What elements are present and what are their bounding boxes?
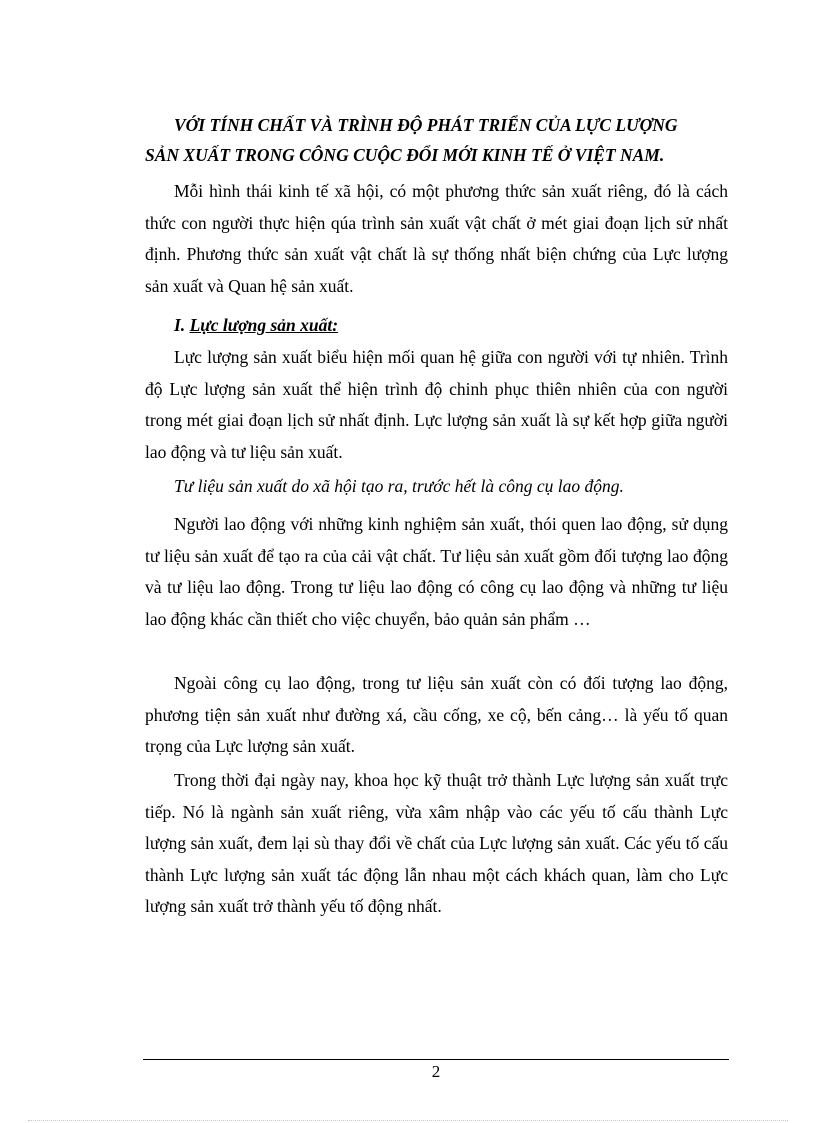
heading-line-2: SẢN XUẤT TRONG CÔNG CUỘC ĐỔI MỚI KINH TẾ Ở VIỆT NAM. [145,145,665,165]
footer-divider [143,1059,729,1060]
section-title: Lực lượng sản xuất: [189,315,339,335]
paragraph-3: Người lao động với những kinh nghiệm sản xuất, thói quen lao động, sử dụng tư liệu sản xuất để tạo ra của cải vật chất. Tư liệu sản xuất gồm đối tượng lao động và tư liệu lao động. Trong tư liệu lao động có công cụ lao động và những tư liệu lao động khác cần thiết cho việc chuyển, bảo quản sản phẩm … [145,514,728,629]
section-heading [145,310,728,342]
paragraph-intro: Mỗi hình thái kinh tế xã hội, có một phương thức sản xuất riêng, đó là cách thức con người thực hiện qúa trình sản xuất vật chất ở mét giai đoạn lịch sử nhất định. Phương thức sản xuất vật chất là sự thống nhất biện chứng của Lực lượng sản xuất và Quan hệ sản xuất. [145,181,728,296]
paragraph-italic-note: Tư liệu sản xuất do xã hội tạo ra, trước hết là công cụ lao động. [174,476,624,496]
heading-line-1: VỚI TÍNH CHẤT VÀ TRÌNH ĐỘ PHÁT TRIỂN CỦA LỰC LƯỢNG [174,115,678,135]
page-bottom-dotted-border [28,1120,788,1121]
paragraph-4: Ngoài công cụ lao động, trong tư liệu sản xuất còn có đối tượng lao động, phương tiện sản xuất như đường xá, cầu cống, xe cộ, bến cảng… là yếu tố quan trọng của Lực lượng sản xuất. [145,673,728,756]
paragraph-5: Trong thời đại ngày nay, khoa học kỹ thuật trở thành Lực lượng sản xuất trực tiếp. Nó là ngành sản xuất riêng, vừa xâm nhập vào các yếu tố cấu thành Lực lượng sản xuất, đem lại sù thay đổi về chất của Lực lượng sản xuất. Các yếu tố cấu thành Lực lượng sản xuất tác động lẫn nhau một cách khách quan, làm cho Lực lượng sản xuất trở thành yếu tố động nhất. [145,770,728,916]
paragraph-2: Lực lượng sản xuất biểu hiện mối quan hệ giữa con người với tự nhiên. Trình độ Lực lượng sản xuất thể hiện trình độ chinh phục thiên nhiên của con người trong mét giai đoạn lịch sử nhất định. Lực lượng sản xuất là sự kết hợp giữa người lao động và tư liệu sản xuất. [145,347,728,462]
page-number: 2 [431,1062,441,1081]
section-number: I. [174,315,190,335]
